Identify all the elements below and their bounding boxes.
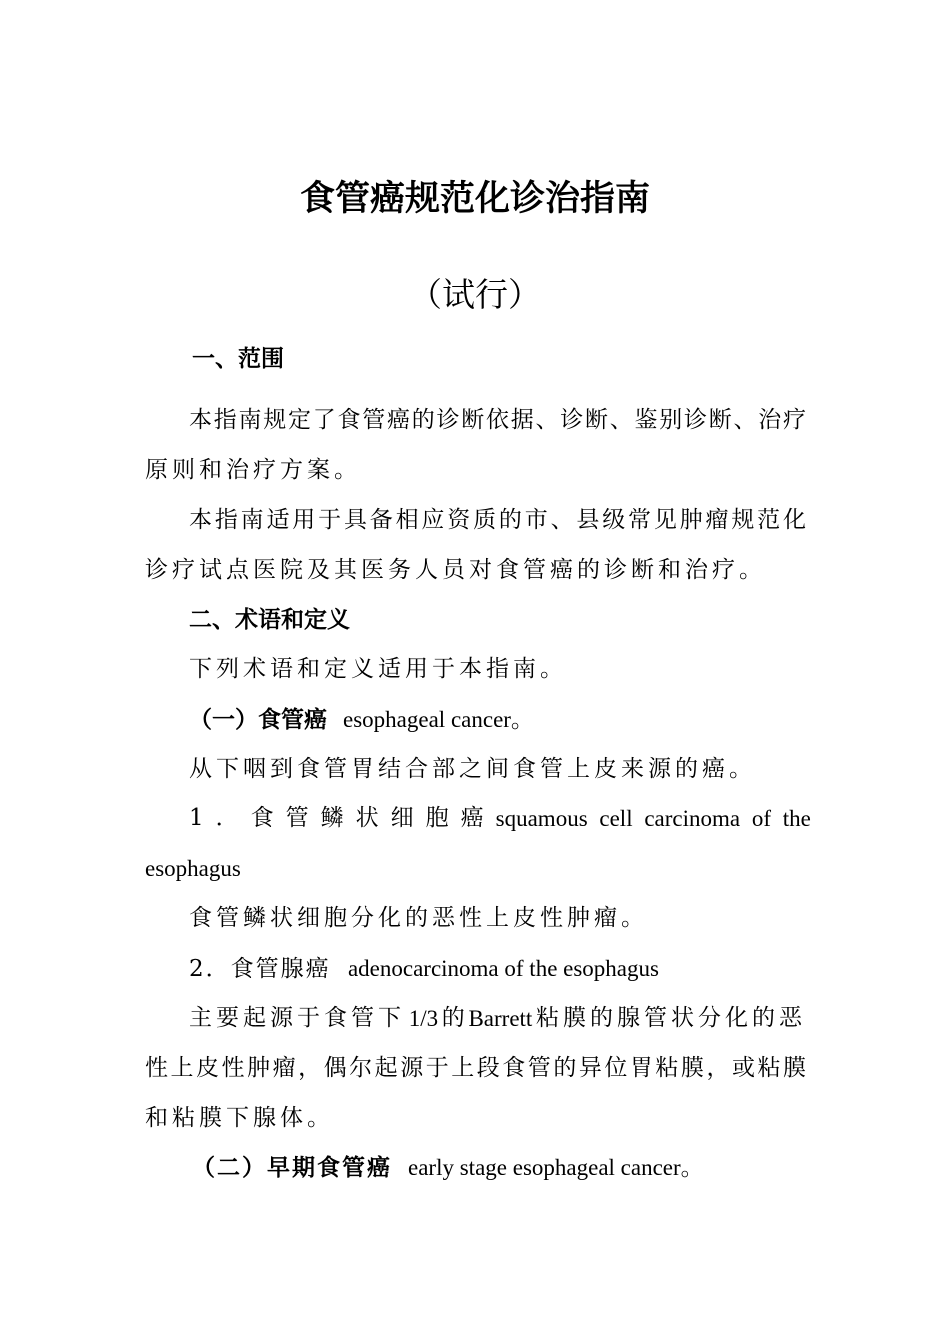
subheading-cn: （一）食管癌 [189, 706, 327, 733]
paragraph-scope-1-line1: 本指南规定了食管癌的诊断依据、诊断、鉴别诊断、治疗 [189, 407, 806, 433]
section-heading-scope: 一、范围 [192, 345, 284, 372]
definition-squamous: 食管鳞状细胞分化的恶性上皮性肿瘤。 [189, 905, 648, 931]
item-cn: 1．食管鳞状细胞癌 [189, 805, 496, 831]
subheading-early-stage [192, 1156, 704, 1179]
subheading-en: early stage esophageal cancer。 [408, 1155, 704, 1180]
document-title: 食管癌规范化诊治指南 [299, 178, 650, 219]
section-heading-terms: 二、术语和定义 [189, 606, 350, 633]
subheading-cn: （二）早期食管癌 [192, 1154, 392, 1181]
paragraph-scope-2-line1: 本指南适用于具备相应资质的市、县级常见肿瘤规范化 [189, 507, 806, 533]
subheading-esophageal-cancer [189, 708, 534, 731]
def-part-a: 主要起源于食管下 [189, 1005, 405, 1031]
def-part-d: Barrett [468, 1006, 533, 1031]
def-part-b: 1/3 [408, 1006, 439, 1031]
item-en: squamous cell carcinoma of the [495, 806, 811, 831]
item-cn: 2．食管腺癌 [189, 956, 331, 982]
item-en: adenocarcinoma of the esophagus [347, 956, 659, 981]
def-part-c: 的 [441, 1005, 465, 1031]
paragraph-scope-2-line2: 诊疗试点医院及其医务人员对食管癌的诊断和治疗。 [145, 557, 766, 583]
paragraph-terms-intro: 下列术语和定义适用于本指南。 [189, 656, 567, 682]
definition-adenocarcinoma-line3: 和粘膜下腺体。 [145, 1105, 334, 1131]
item-en-continuation: esophagus [145, 856, 241, 881]
document-subtitle: （试行） [409, 275, 541, 314]
definition-esophageal-cancer: 从下咽到食管胃结合部之间食管上皮来源的癌。 [189, 756, 756, 782]
paragraph-scope-1-line2: 原则和治疗方案。 [145, 457, 361, 483]
definition-adenocarcinoma-line1 [189, 1007, 806, 1030]
item-squamous-cell-carcinoma [189, 805, 811, 831]
def-part-e: 粘膜的腺管状分化的恶 [536, 1005, 806, 1031]
definition-adenocarcinoma-line2: 性上皮性肿瘤，偶尔起源于上段食管的异位胃粘膜，或粘膜 [145, 1055, 806, 1081]
item-adenocarcinoma [189, 957, 659, 981]
subheading-en: esophageal cancer。 [343, 707, 534, 732]
